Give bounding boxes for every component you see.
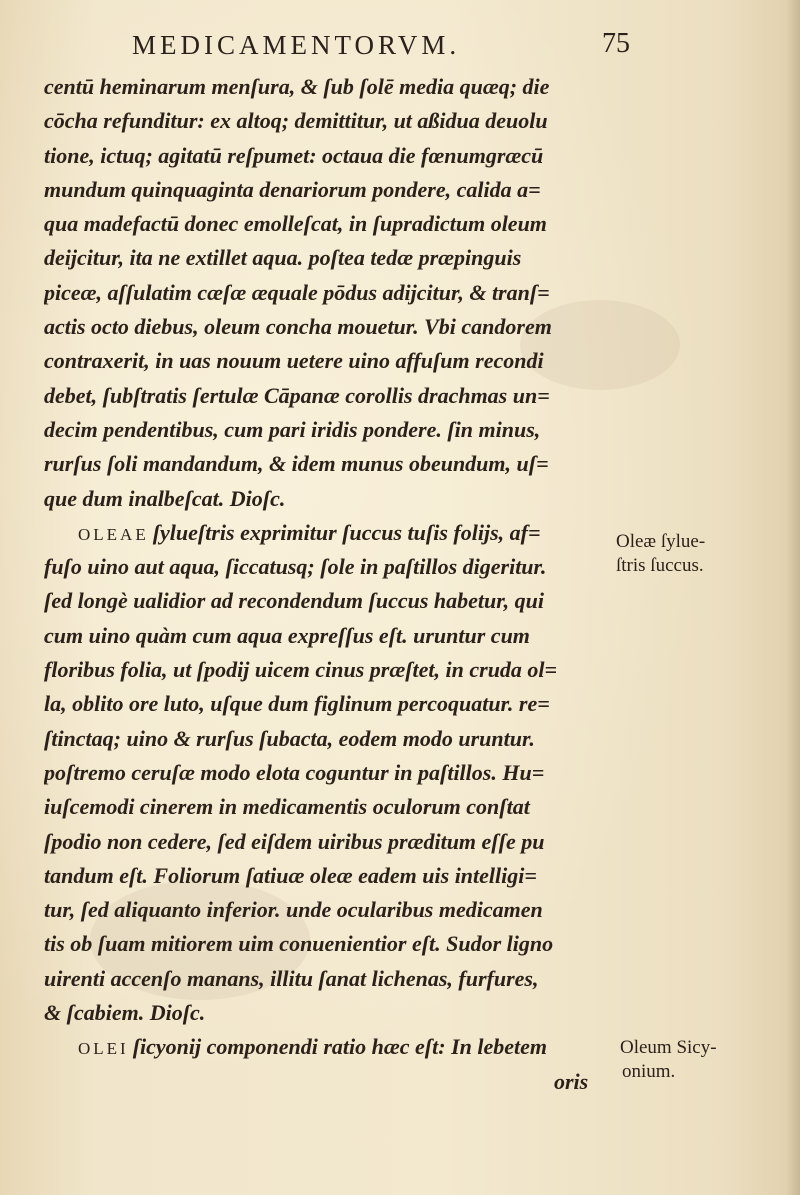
main-text-block bbox=[44, 70, 624, 1099]
catchword: oris bbox=[554, 1068, 589, 1094]
text-line: ſicyonij componendi ratio hæc eſt: In lebetem bbox=[132, 1034, 548, 1060]
text-line: piceæ, aſſulatim cæſæ æquale pōdus adijcitur, & tranſ= bbox=[44, 279, 550, 305]
text-line: deijcitur, ita ne extillet aqua. poſtea tedæ præpinguis bbox=[44, 245, 522, 271]
paragraph-first-line bbox=[44, 1030, 624, 1064]
text-line: poſtremo ceruſæ modo elota coguntur in paſtillos. Hu= bbox=[44, 759, 545, 785]
margin-note-line: onium. bbox=[622, 1061, 676, 1082]
page-header bbox=[0, 26, 800, 66]
text-line: uirenti accenſo manans, illitu ſanat lichenas, furfures, bbox=[44, 965, 539, 991]
running-title: MEDICAMENTORVM. bbox=[132, 30, 461, 60]
text-line: tandum eſt. Foliorum ſatiuæ oleæ eadem uis intelligi= bbox=[44, 862, 537, 888]
text-line: ſpodio non cedere, ſed eiſdem uiribus præditum eſſe pu bbox=[44, 828, 545, 854]
text-line: qua madefactū donec emolleſcat, in ſupradictum oleum bbox=[44, 211, 547, 237]
text-line: la, oblito ore luto, uſque dum figlinum percoquatur. re= bbox=[44, 691, 550, 717]
text-line: floribus folia, ut ſpodij uicem cinus præſtet, in cruda ol= bbox=[44, 657, 558, 683]
margin-note-line: ſtris ſuccus. bbox=[616, 555, 704, 576]
text-line: mundum quinquaginta denariorum pondere, calida a= bbox=[44, 176, 541, 202]
text-line: rurſus ſoli mandandum, & idem munus obeundum, uſ= bbox=[44, 451, 549, 477]
margin-note-olive-juice bbox=[616, 530, 705, 578]
margin-note-line: Oleæ ſylue- bbox=[616, 531, 706, 552]
text-line: debet, ſubſtratis ſertulæ Cāpanæ corollis drachmas un= bbox=[44, 382, 550, 408]
text-line: cum uino quàm cum aqua expreſſus eſt. uruntur cum bbox=[44, 622, 530, 648]
text-line: decim pendentibus, cum pari iridis pondere. ſin minus, bbox=[44, 416, 541, 442]
text-line: tur, ſed aliquanto inferior. unde ocularibus medicamen bbox=[44, 897, 543, 923]
text-line: iuſcemodi cinerem in medicamentis oculorum conſtat bbox=[44, 794, 530, 820]
paragraph-first-line bbox=[44, 516, 624, 550]
paragraph-lead-word: OLEAE bbox=[78, 524, 149, 544]
text-line: ſtinctaq; uino & rurſus ſubacta, eodem modo uruntur. bbox=[44, 725, 535, 751]
text-line: & ſcabiem. Dioſc. bbox=[44, 1000, 206, 1026]
text-line: contraxerit, in uas nouum uetere uino affuſum recondi bbox=[44, 348, 544, 374]
text-line: tis ob ſuam mitiorem uim conuenientior eſt. Sudor ligno bbox=[44, 931, 554, 957]
margin-note-sicyonian-oil bbox=[620, 1036, 717, 1084]
text-line: fuſo uino aut aqua, ſiccatusq; ſole in paſtillos digeritur. bbox=[44, 554, 547, 580]
margin-note-line: Oleum Sicy- bbox=[620, 1037, 717, 1058]
text-line: actis octo diebus, oleum concha mouetur. Vbi candorem bbox=[44, 314, 552, 340]
page-number: 75 bbox=[602, 28, 630, 59]
paragraph-lead-word: OLEI bbox=[78, 1039, 129, 1059]
text-line: ſylueſtris exprimitur ſuccus tuſis folijs, af= bbox=[152, 519, 541, 545]
text-line: ſed longè ualidior ad recondendum ſuccus habetur, qui bbox=[44, 588, 544, 614]
text-line: que dum inalbeſcat. Dioſc. bbox=[44, 485, 286, 511]
text-line: centū heminarum menſura, & ſub ſolē media quæq; die bbox=[44, 74, 550, 99]
text-line: cōcha refunditur: ex altoq; demittitur, ut aßidua deuolu bbox=[44, 108, 548, 134]
page-edge-shadow bbox=[786, 0, 800, 1195]
text-line: tione, ictuq; agitatū reſpumet: octaua die fœnumgræcū bbox=[44, 142, 544, 168]
